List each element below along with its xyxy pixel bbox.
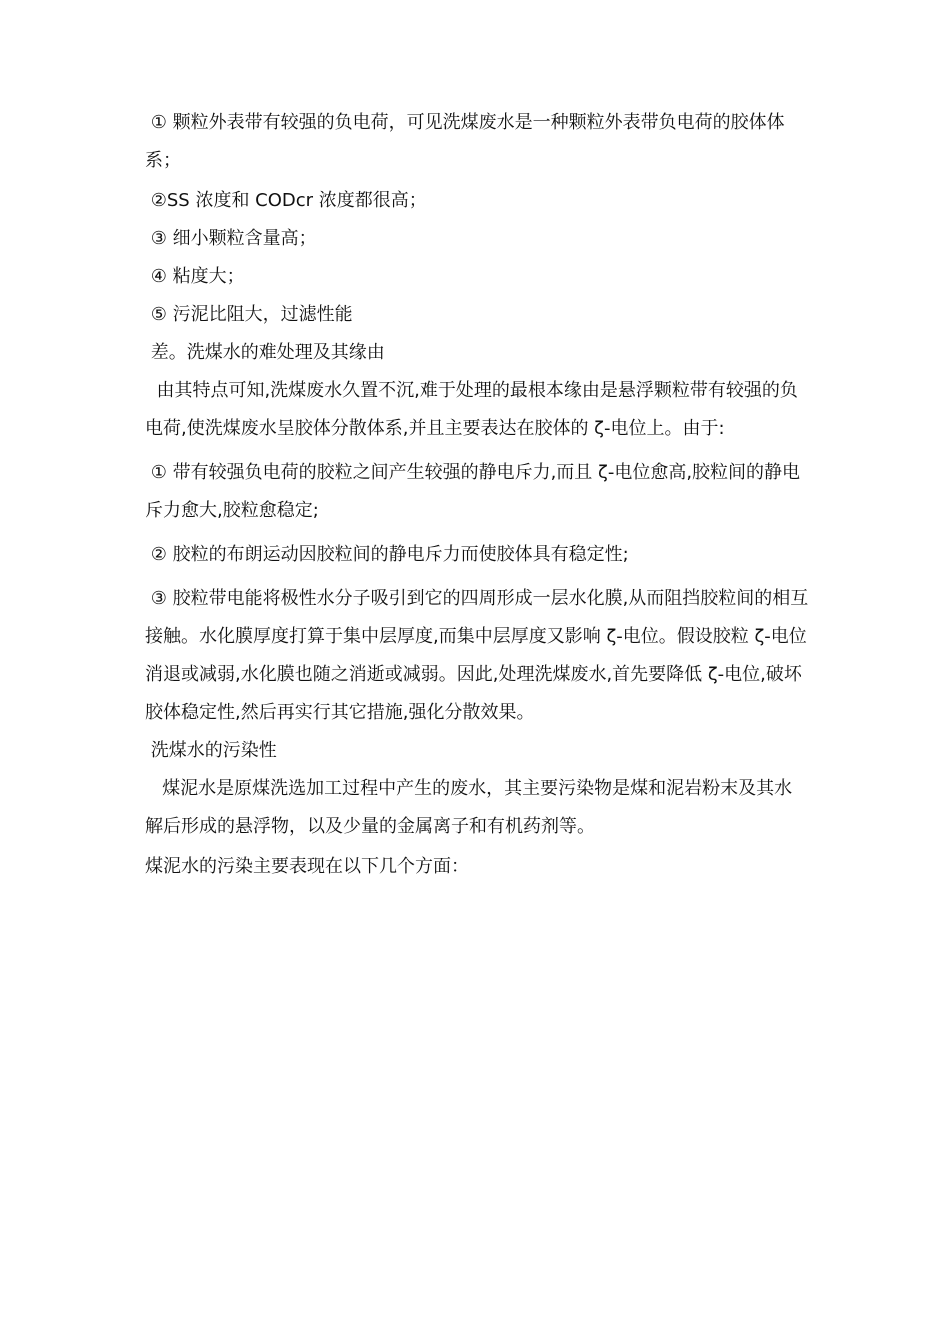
paragraph-4: ④ 粘度大； bbox=[145, 266, 245, 287]
paragraph-8: ① 带有较强负电荷的胶粒之间产生较强的静电斥力,而且 ζ-电位愈高,胶粒间的静电斥力愈大,胶粒愈稳定; bbox=[145, 462, 801, 521]
paragraph-7: 由其特点可知,洗煤废水久置不沉,难于处理的最根本缘由是悬浮颗粒带有较强的负电荷,使洗煤废水呈胶体分散体系,并且主要表达在胶体的 ζ-电位上。由于: bbox=[145, 380, 798, 439]
paragraph-6: 差。洗煤水的难处理及其缘由 bbox=[145, 342, 385, 363]
paragraph-5: ⑤ 污泥比阻大，过滤性能 bbox=[145, 304, 353, 325]
paragraph-9: ② 胶粒的布朗运动因胶粒间的静电斥力而使胶体具有稳定性; bbox=[145, 544, 629, 565]
paragraph-2: ②SS 浓度和 CODcr 浓度都很高； bbox=[145, 190, 427, 211]
paragraph-12: 煤泥水是原煤洗选加工过程中产生的废水，其主要污染物是煤和泥岩粉末及其水解后形成的悬浮物，以及少量的金属离子和有机药剂等。 bbox=[145, 778, 793, 837]
paragraph-1: ① 颗粒外表带有较强的负电荷，可见洗煤废水是一种颗粒外表带负电荷的胶体体系； bbox=[145, 112, 785, 171]
section-heading: 洗煤水的污染性 bbox=[145, 740, 277, 761]
paragraph-10: ③ 胶粒带电能将极性水分子吸引到它的四周形成一层水化膜,从而阻挡胶粒间的相互接触。水化膜厚度打算于集中层厚度,而集中层厚度又影响 ζ-电位。假设胶粒 ζ-电位消退或减弱,水化膜也随之消逝或减弱。因此,处理洗煤废水,首先要降低 ζ-电位,破坏胶体稳定性,然后再实行其它措施,强化分散效果。 bbox=[145, 588, 809, 723]
document-body bbox=[145, 104, 810, 886]
paragraph-3: ③ 细小颗粒含量高； bbox=[145, 228, 317, 249]
paragraph-13: 煤泥水的污染主要表现在以下几个方面： bbox=[145, 856, 469, 877]
